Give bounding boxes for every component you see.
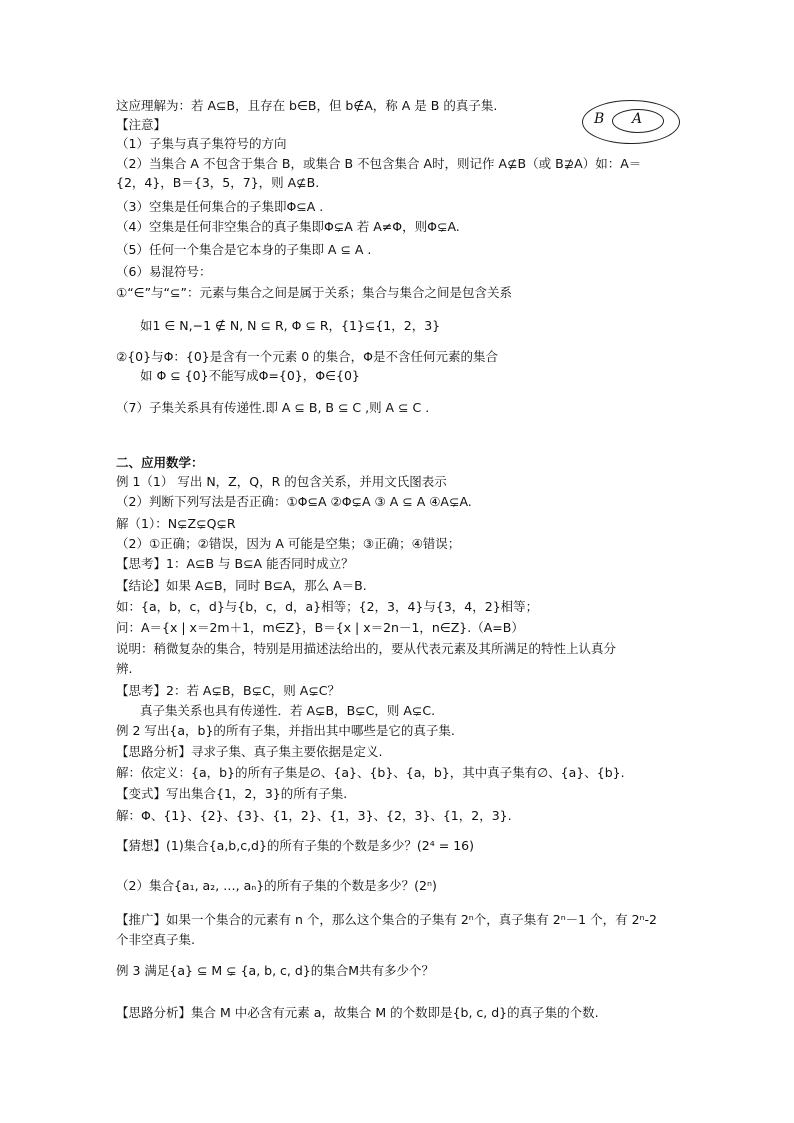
text-line: 【推广】如果一个集合的元素有 n 个，那么这个集合的子集有 2ⁿ个，真子集有 2ⁿ－1 个，有 2ⁿ-2 — [116, 912, 657, 927]
text-line: （5）任何一个集合是它本身的子集即 A ⊆ A . — [116, 242, 372, 257]
text-line: 【思考】1：A⊆B 与 B⊆A 能否同时成立？ — [116, 556, 354, 571]
text-line: 【结论】如果 A⊆B，同时 B⊆A，那么 A＝B. — [116, 578, 367, 593]
heading-notice: 【注意】 — [116, 117, 167, 132]
text-line: （2）当集合 A 不包含于集合 B，或集合 B 不包含集合 A时，则记作 A⊈B（或 B⊉A）如：A＝ — [116, 156, 642, 171]
text-line: （2）判断下列写法是否正确：①Φ⊆A ②Φ⊊A ③ A ⊆ A ④A⊊A. — [116, 494, 472, 509]
text-line: 真子集关系也具有传递性．若 A⊊B，B⊊C，则 A⊊C. — [140, 703, 436, 718]
text-line-proper-subset-def: 这应理解为：若 A⊆B，且存在 b∈B，但 b∉A，称 A 是 B 的真子集. — [116, 98, 498, 113]
text-line: （2）①正确；②错误，因为 A 可能是空集；③正确；④错误； — [116, 536, 461, 551]
text-line: 解：Φ、{1}、{2}、{3}、{1，2}、{1，3}、{2，3}、{1，2，3}. — [116, 808, 512, 823]
text-line: （6）易混符号： — [116, 264, 212, 279]
text-line: 如 Φ ⊆ {0}不能写成Φ={0}，Φ∈{0} — [140, 368, 360, 383]
venn-label-b: B — [594, 111, 605, 127]
text-line: ①“∈”与“⊆”：元素与集合之间是属于关系；集合与集合之间是包含关系 — [116, 285, 512, 300]
venn-label-a: A — [632, 111, 643, 127]
text-line: （4）空集是任何非空集合的真子集即Φ⊊A 若 A≠Φ，则Φ⊊A. — [116, 219, 460, 234]
text-line: 例 3 满足{a} ⊆ M ⊊ {a, b, c, d}的集合M共有多少个？ — [116, 963, 435, 978]
text-line: （3）空集是任何集合的子集即Φ⊆A . — [116, 199, 324, 214]
section-heading: 二、应用数学： — [116, 455, 204, 470]
text-line: 【变式】写出集合{1，2，3}的所有子集. — [116, 786, 348, 801]
venn-diagram — [582, 100, 680, 144]
text-line: 例 1（1） 写出 N，Z，Q，R 的包含关系，并用文氏图表示 — [116, 474, 447, 489]
text-line: 【猜想】(1)集合{a,b,c,d}的所有子集的个数是多少？(2⁴ = 16) — [116, 838, 474, 853]
text-line: ②{0}与Φ：{0}是含有一个元素 0 的集合，Φ是不含任何元素的集合 — [116, 349, 499, 364]
text-line: 问：A＝{x | x＝2m＋1，m∈Z}，B＝{x | x＝2n－1，n∈Z}.（A=B） — [116, 620, 524, 635]
text-line: 如1 ∈ N,−1 ∉ N, N ⊆ R, Φ ⊆ R，{1}⊆{1，2，3} — [140, 318, 441, 333]
text-line: {2，4}，B＝{3，5，7}，则 A⊈B. — [116, 175, 320, 190]
text-line: 例 2 写出{a，b}的所有子集，并指出其中哪些是它的真子集. — [116, 723, 455, 738]
text-line: （7）子集关系具有传递性.即 A ⊆ B, B ⊆ C ,则 A ⊆ C . — [116, 400, 430, 415]
text-line: 说明：稍微复杂的集合，特别是用描述法给出的，要从代表元素及其所满足的特性上认真分 — [116, 641, 617, 656]
text-line: 如：{a，b，c，d}与{b，c，d，a}相等；{2，3，4}与{3，4，2}相等； — [116, 599, 539, 614]
text-line: 个非空真子集. — [116, 932, 195, 947]
text-line: （2）集合{a₁, a₂, …, aₙ}的所有子集的个数是多少？(2ⁿ) — [116, 878, 437, 893]
text-line: （1）子集与真子集符号的方向 — [116, 136, 287, 151]
text-line: 解（1）：N⊊Z⊊Q⊊R — [116, 516, 236, 531]
text-line: 辨. — [116, 661, 133, 676]
text-line: 解：依定义：{a，b}的所有子集是∅、{a}、{b}、{a，b}，其中真子集有∅、{a}、{b}. — [116, 765, 625, 780]
text-line: 【思考】2：若 A⊊B，B⊊C，则 A⊊C？ — [116, 683, 341, 698]
text-line: 【思路分析】寻求子集、真子集主要依据是定义. — [116, 744, 383, 759]
text-line: 【思路分析】集合 M 中必含有元素 a，故集合 M 的个数即是{b, c, d}的真子集的个数. — [116, 1005, 599, 1020]
